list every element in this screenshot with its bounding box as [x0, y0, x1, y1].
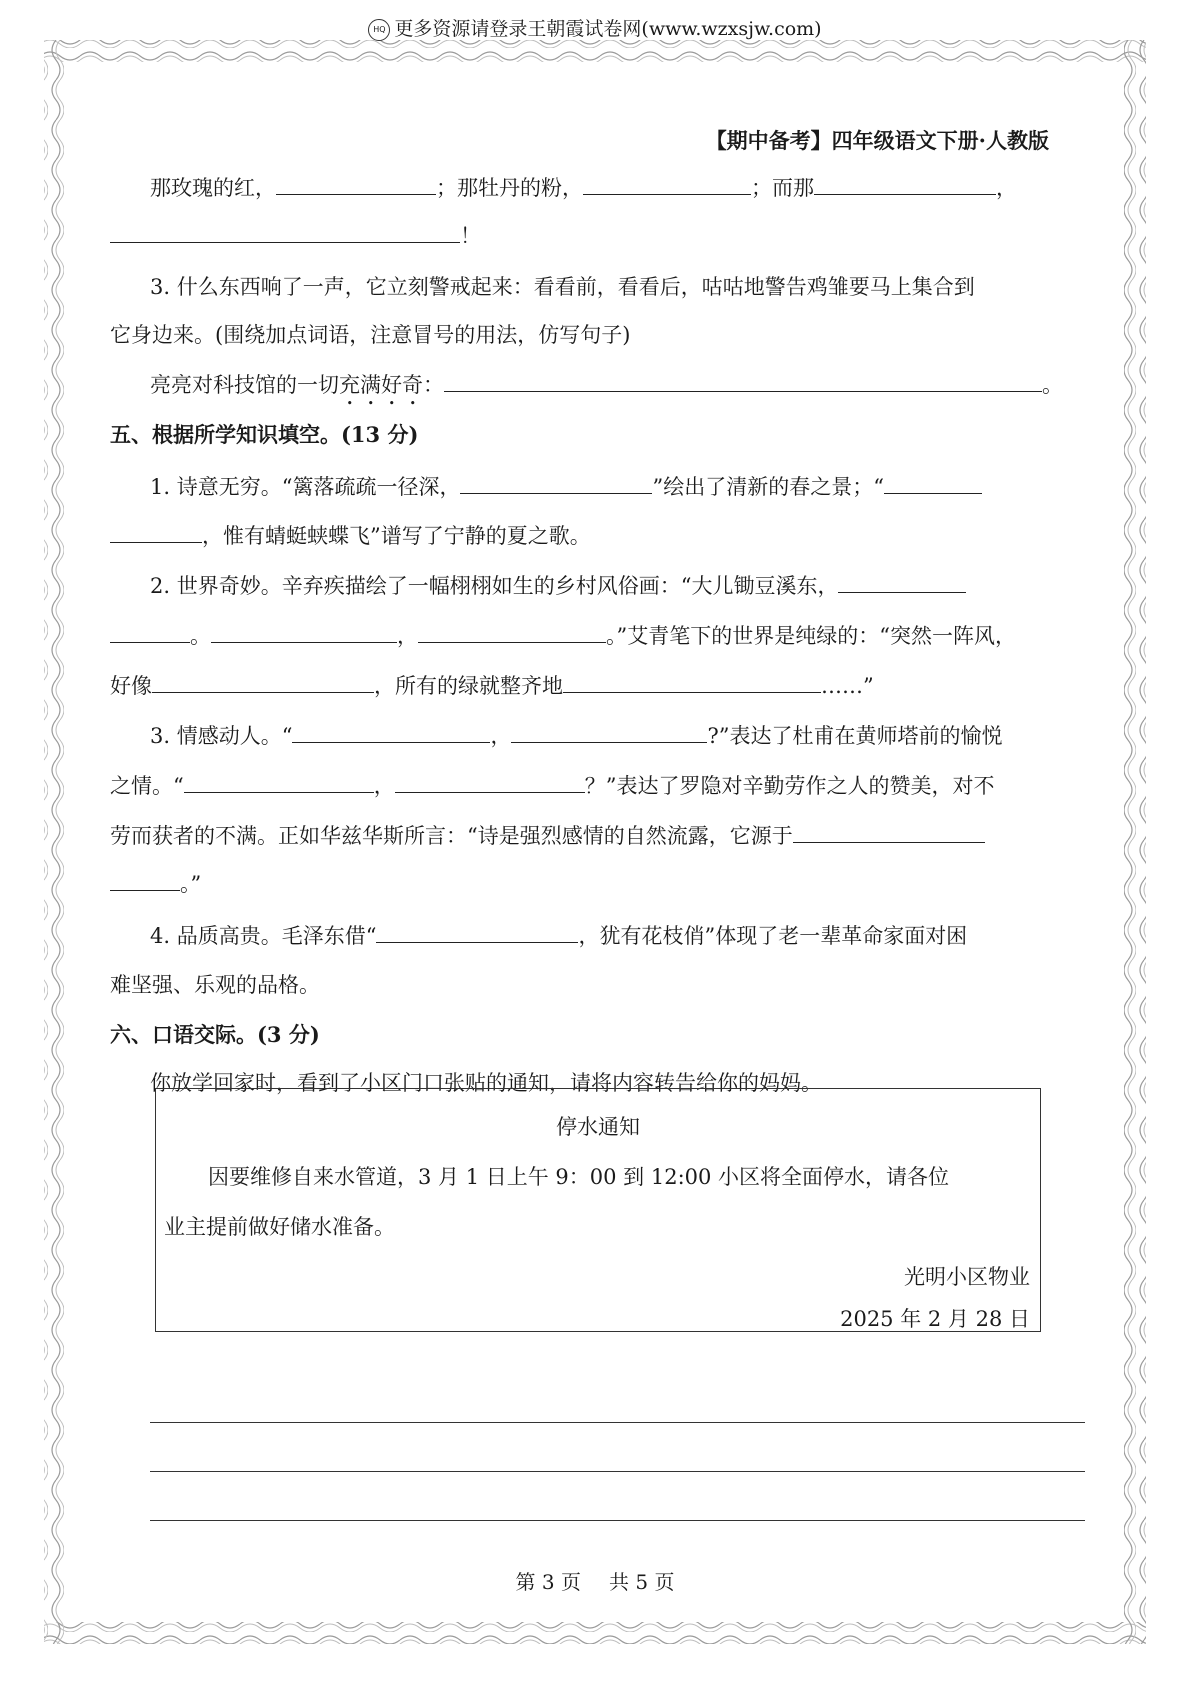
- question-text: ，: [490, 724, 512, 748]
- answer-blank[interactable]: [511, 720, 707, 743]
- question-text: 2. 世界奇妙。辛弃疾描绘了一幅栩栩如生的乡村风俗画：“大儿锄豆溪东，: [150, 574, 839, 598]
- answer-line[interactable]: [150, 1520, 1085, 1521]
- question-line: [110, 868, 201, 899]
- notice-body: 因要维修自来水管道，3 月 1 日上午 9：00 到 12:00 小区将全面停水，请各位: [208, 1165, 950, 1189]
- question-line: [150, 471, 982, 502]
- question-text: ，: [373, 774, 395, 798]
- question-text: 之情。“: [110, 774, 184, 798]
- answer-blank[interactable]: [814, 172, 996, 195]
- site-logo-icon: HQ: [368, 19, 390, 41]
- question-line: 难坚强、乐观的品格。: [110, 973, 320, 997]
- notice-title: 停水通知: [556, 1115, 640, 1139]
- question-text: ；而那: [751, 176, 814, 200]
- answer-blank[interactable]: [838, 570, 966, 593]
- answer-blank[interactable]: [418, 620, 606, 643]
- answer-blank[interactable]: [276, 172, 436, 195]
- answer-blank[interactable]: [563, 670, 821, 693]
- answer-blank[interactable]: [211, 620, 397, 643]
- question-text: ”绘出了清新的春之景；“: [652, 475, 884, 499]
- question-text: 那玫瑰的红，: [150, 176, 276, 200]
- question-text: ……”: [821, 674, 874, 698]
- question-line: 你放学回家时，看到了小区门口张贴的通知，请将内容转告给你的妈妈。: [150, 1071, 822, 1095]
- question-line: [110, 670, 874, 701]
- answer-blank[interactable]: [444, 369, 1042, 392]
- notice-box: [155, 1088, 1041, 1332]
- question-line: [150, 720, 1002, 751]
- answer-blank[interactable]: [110, 868, 180, 891]
- question-text: ，所有的绿就整齐地: [374, 674, 563, 698]
- question-line: [110, 770, 994, 801]
- question-text: ，: [397, 624, 418, 648]
- page-total: 共 5 页: [609, 1570, 675, 1594]
- question-line: [110, 820, 985, 851]
- question-text: ，犹有花枝俏”体现了老一辈革命家面对困: [578, 924, 968, 948]
- answer-blank[interactable]: [884, 471, 982, 494]
- question-line: [150, 920, 967, 951]
- notice-body: 业主提前做好储水准备。: [164, 1215, 395, 1239]
- question-line: [110, 220, 481, 251]
- question-line: [150, 570, 966, 601]
- site-header-text: 更多资源请登录王朝霞试卷网(www.wzxsjw.com): [394, 18, 822, 40]
- question-line: 3. 什么东西响了一声，它立刻警戒起来：看看前，看看后，咕咕地警告鸡雏要马上集合到: [150, 275, 975, 299]
- answer-blank[interactable]: [292, 720, 490, 743]
- answer-blank[interactable]: [110, 520, 202, 543]
- question-text: 4. 品质高贵。毛泽东借“: [150, 924, 377, 948]
- question-text: 1. 诗意无穷。“篱落疏疏一径深，: [150, 475, 461, 499]
- answer-line[interactable]: [150, 1422, 1085, 1423]
- question-text: 。”: [180, 872, 202, 896]
- page-footer: [0, 1566, 1190, 1595]
- answer-blank[interactable]: [583, 172, 751, 195]
- question-text: ；那牡丹的粉，: [436, 176, 583, 200]
- answer-blank[interactable]: [376, 920, 578, 943]
- answer-line[interactable]: [150, 1471, 1085, 1472]
- notice-date: 2025 年 2 月 28 日: [840, 1307, 1030, 1331]
- notice-signature: 光明小区物业: [904, 1265, 1030, 1289]
- section-title: 五、根据所学知识填空。(13 分): [110, 422, 419, 447]
- question-text: 亮亮对科技馆的一切: [150, 373, 339, 397]
- answer-blank[interactable]: [460, 471, 652, 494]
- page-number: 第 3 页: [515, 1570, 581, 1594]
- question-line: [110, 620, 1016, 651]
- question-text: ：: [423, 373, 444, 397]
- question-line: [110, 520, 591, 551]
- question-text: 劳而获者的不满。正如华兹华斯所言：“诗是强烈感情的自然流露，它源于: [110, 824, 793, 848]
- question-line: [150, 172, 1017, 203]
- answer-blank[interactable]: [395, 770, 585, 793]
- question-line: 它身边来。(围绕加点词语，注意冒号的用法，仿写句子): [110, 323, 631, 347]
- question-text: 3. 情感动人。“: [150, 724, 293, 748]
- dotted-keyword: 充满好奇: [339, 373, 423, 397]
- question-text: ？”表达了罗隐对辛勤劳作之人的赞美，对不: [584, 774, 995, 798]
- question-text: 。”艾青笔下的世界是纯绿的：“突然一阵风，: [606, 624, 1016, 648]
- answer-blank[interactable]: [152, 670, 374, 693]
- site-header: [0, 14, 1190, 41]
- document-title: 【期中备考】四年级语文下册·人教版: [705, 128, 1049, 153]
- question-text: 好像: [110, 674, 152, 698]
- answer-blank[interactable]: [184, 770, 374, 793]
- question-line: [150, 369, 1063, 410]
- question-text: ，惟有蜻蜓蛱蝶飞”谱写了宁静的夏之歌。: [202, 524, 591, 548]
- question-text: 。: [190, 624, 211, 648]
- answer-blank[interactable]: [110, 220, 460, 243]
- answer-blank[interactable]: [793, 820, 985, 843]
- question-text: ?”表达了杜甫在黄师塔前的愉悦: [707, 724, 1003, 748]
- section-title: 六、口语交际。(3 分): [110, 1022, 320, 1047]
- question-text: 。: [1042, 373, 1063, 397]
- answer-blank[interactable]: [110, 620, 190, 643]
- question-text: ，: [996, 176, 1017, 200]
- question-text: ！: [460, 224, 481, 248]
